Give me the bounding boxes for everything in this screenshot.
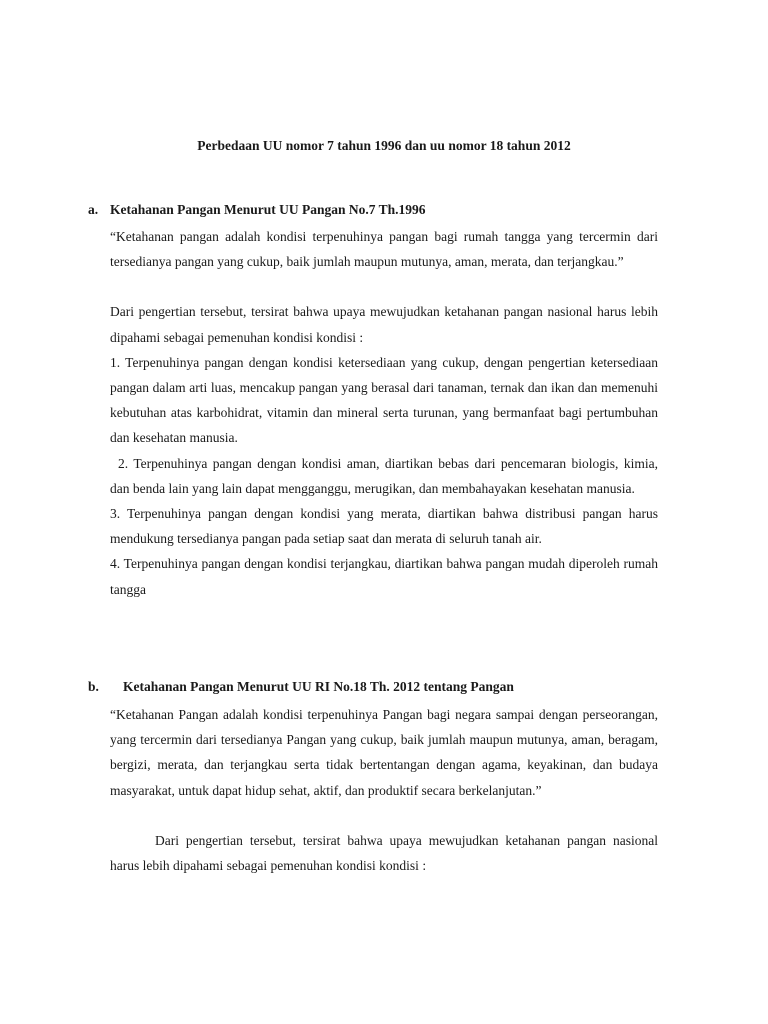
section-a-item-4: 4. Terpenuhinya pangan dengan kondisi terjangkau, diartikan bahwa pangan mudah diperoleh rumah tangga	[110, 556, 658, 597]
section-b-quote: “Ketahanan Pangan adalah kondisi terpenuhinya Pangan bagi negara sampai dengan perseorangan, yang tercermin dari tersedianya Pangan yang cukup, baik jumlah maupun mutunya, aman, beragam, bergizi, merata, dan terjangkau serta tidak bertentangan dengan agama, keyakinan, dan budaya masyarakat, untuk dapat hidup sehat, aktif, dan produktif secara berkelanjutan.”	[110, 707, 658, 798]
section-a-item-3: 3. Terpenuhinya pangan dengan kondisi yang merata, diartikan bahwa distribusi pangan harus mendukung tersedianya pangan pada setiap saat dan merata di seluruh tanah air.	[110, 506, 658, 547]
section-a-quote: “Ketahanan pangan adalah kondisi terpenuhinya pangan bagi rumah tangga yang tercermin dari tersedianya pangan yang cukup, baik jumlah maupun mutunya, aman, merata, dan terjangkau.”	[110, 229, 658, 270]
section-b-body	[110, 702, 658, 878]
section-a-item-1: 1. Terpenuhinya pangan dengan kondisi ketersediaan yang cukup, dengan pengertian ketersediaan pangan dalam arti luas, mencakup pangan yang berasal dari tanaman, ternak dan ikan dan memenuhi kebutuhan atas karbohidrat, vitamin dan mineral serta turunan, yang bermanfaat bagi pertumbuhan dan kesehatan manusia.	[110, 354, 658, 446]
section-a-intro: Dari pengertian tersebut, tersirat bahwa upaya mewujudkan ketahanan pangan nasional harus lebih dipahami sebagai pemenuhan kondisi kondisi :	[110, 304, 658, 345]
section-b-title: Ketahanan Pangan Menurut UU RI No.18 Th. 2012 tentang Pangan	[123, 679, 514, 694]
section-a-title: Ketahanan Pangan Menurut UU Pangan No.7 Th.1996	[110, 202, 426, 217]
section-b-marker: b.	[88, 679, 99, 694]
document-title: Perbedaan UU nomor 7 tahun 1996 dan uu nomor 18 tahun 2012	[197, 138, 571, 153]
section-a-marker: a.	[88, 202, 99, 217]
section-b-intro: Dari pengertian tersebut, tersirat bahwa upaya mewujudkan ketahanan pangan nasional harus lebih dipahami sebagai pemenuhan kondisi kondisi :	[110, 832, 658, 874]
section-a-body	[110, 224, 658, 602]
section-a-item-2: 2. Terpenuhinya pangan dengan kondisi aman, diartikan bebas dari pencemaran biologis, kimia, dan benda lain yang lain dapat mengganggu, merugikan, dan membahayakan kesehatan manusia.	[110, 455, 658, 496]
